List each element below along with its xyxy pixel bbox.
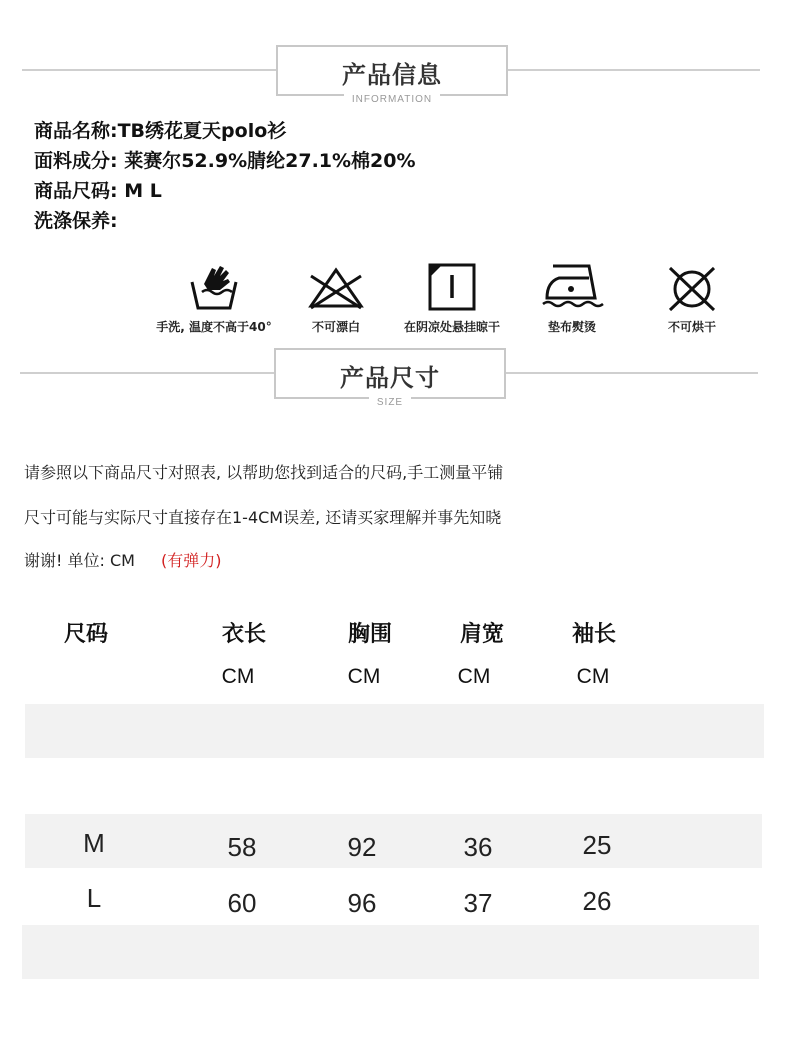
info-header-box <box>276 45 508 105</box>
size-header-box <box>274 348 506 408</box>
size-header-line-right <box>504 372 758 374</box>
table-header-chest: 胸围 <box>347 622 392 647</box>
care-label-hand-wash: 手洗, 温度不高于40° <box>156 320 272 334</box>
hand-wash-icon <box>186 262 242 312</box>
size-header-line-left <box>20 372 276 374</box>
no-tumble-dry-icon <box>664 262 720 312</box>
care-label-no-bleach: 不可漂白 <box>311 320 360 334</box>
cell-size: M <box>83 828 105 858</box>
unit-length: CM <box>221 665 255 688</box>
unit-shoulder: CM <box>457 665 491 688</box>
cell-shoulder: 37 <box>463 888 493 918</box>
cell-size: L <box>86 883 102 913</box>
care-item-no-tumble-dry <box>612 262 772 335</box>
info-header-title: 产品信息 <box>342 61 442 89</box>
care-label-iron: 垫布熨烫 <box>547 320 596 334</box>
product-sizes: 商品尺码: M L <box>34 180 162 202</box>
unit-chest: CM <box>347 665 381 688</box>
size-header-subtitle: SIZE <box>369 397 411 408</box>
table-header-shoulder: 肩宽 <box>459 622 504 647</box>
table-band-empty-1 <box>25 704 764 758</box>
care-label-no-tumble-dry: 不可烘干 <box>667 320 716 334</box>
unit-sleeve: CM <box>576 665 610 688</box>
info-header-line-right <box>506 69 760 71</box>
product-name: 商品名称:TB绣花夏天polo衫 <box>34 120 287 142</box>
table-band-empty-2 <box>22 925 759 979</box>
no-bleach-icon <box>305 262 367 312</box>
size-note-line-2: 尺寸可能与实际尺寸直接存在1-4CM误差, 还请买家理解并事先知晓 <box>24 508 502 527</box>
info-header-subtitle: INFORMATION <box>344 94 440 105</box>
cell-chest: 92 <box>347 832 377 862</box>
cell-sleeve: 25 <box>582 830 612 860</box>
cell-length: 58 <box>227 832 257 862</box>
table-header-sleeve: 袖长 <box>571 622 616 647</box>
size-header-title: 产品尺寸 <box>340 364 440 392</box>
cell-length: 60 <box>227 888 257 918</box>
cell-chest: 96 <box>347 888 377 918</box>
care-label-line-dry: 在阴凉处悬挂晾干 <box>403 320 500 334</box>
size-note-unit: 谢谢! 单位: CM <box>24 551 135 570</box>
info-header-line-left <box>22 69 278 71</box>
size-note-line-3 <box>24 548 221 571</box>
care-heading: 洗涤保养: <box>34 210 118 232</box>
cell-shoulder: 36 <box>463 832 493 862</box>
iron-low-heat-icon <box>539 262 605 312</box>
cell-sleeve: 26 <box>582 886 612 916</box>
line-dry-shade-icon <box>426 262 478 312</box>
fabric-composition: 面料成分: 莱赛尔52.9%腈纶27.1%棉20% <box>34 150 416 172</box>
elastic-note: (有弹力) <box>160 551 222 570</box>
size-note-line-1: 请参照以下商品尺寸对照表, 以帮助您找到适合的尺码,手工测量平铺 <box>24 463 504 482</box>
table-header-size: 尺码 <box>63 622 108 647</box>
table-header-length: 衣长 <box>221 622 266 647</box>
